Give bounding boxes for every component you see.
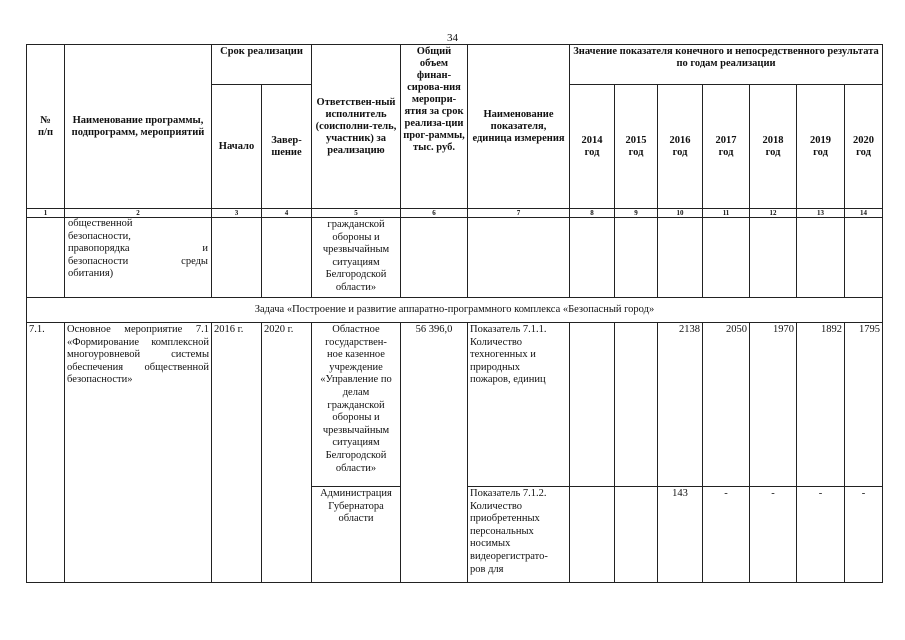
- column-number: 3: [212, 209, 262, 218]
- continuation-name-line: безопасности среды: [68, 255, 208, 267]
- column-number: 12: [750, 209, 797, 218]
- column-number: 8: [570, 209, 615, 218]
- task-row: [27, 298, 883, 323]
- value-2014: [570, 323, 615, 487]
- value-2017: 2050: [703, 323, 750, 487]
- empty-cell: [570, 218, 615, 298]
- continuation-name-line: правопорядка и: [68, 243, 208, 255]
- column-number-row: [27, 209, 883, 218]
- empty-cell: [468, 218, 570, 298]
- table-row-7-1: [27, 323, 883, 487]
- header-funding: Общий объем финан-сирова-ния меропри-ятия за срок реализа-ции прог-раммы, тыс. руб.: [401, 45, 468, 209]
- column-number: 1: [27, 209, 65, 218]
- header-year-2016: 2016 год: [658, 85, 703, 209]
- responsible-executor: Областное государствен- ное казенное учреждение «Управление по делам гражданской обороны и чрезвычайным ситуациям Белгородской области»: [312, 323, 401, 487]
- column-number: 13: [797, 209, 845, 218]
- column-number: 10: [658, 209, 703, 218]
- header-term: Срок реализации: [212, 45, 312, 85]
- measure-name: Основное мероприятие 7.1 «Формирование комплексной многоуровневой системы обеспечения общественной безопасности»: [65, 323, 212, 583]
- empty-cell: [401, 218, 468, 298]
- continuation-name-line: общественной: [68, 218, 133, 229]
- column-number: 2: [65, 209, 212, 218]
- value-2019: 1892: [797, 323, 845, 487]
- value-2015: [615, 487, 658, 583]
- value-2017: -: [703, 487, 750, 583]
- responsible-executor: Администрация Губернатора области: [312, 487, 401, 583]
- continuation-name-line: безопасности,: [68, 230, 131, 242]
- indicator-7-1-2: Показатель 7.1.2. Количество приобретенных персональных носимых видеорегистрато- ров для: [468, 487, 570, 583]
- header-num: № п/п: [27, 45, 65, 209]
- value-2016: 143: [658, 487, 703, 583]
- column-number: 14: [845, 209, 883, 218]
- empty-cell: [658, 218, 703, 298]
- header-responsible: Ответствен-ный исполнитель (соисполни-тель, участник) за реализацию: [312, 45, 401, 209]
- funding-amount: 56 396,0: [401, 323, 468, 583]
- column-number: 5: [312, 209, 401, 218]
- empty-cell: [212, 218, 262, 298]
- value-2018: -: [750, 487, 797, 583]
- header-year-2020: 2020 год: [845, 85, 883, 209]
- indicator-7-1-1: Показатель 7.1.1. Количество техногенных и природных пожаров, единиц: [468, 323, 570, 487]
- empty-cell: [750, 218, 797, 298]
- value-2014: [570, 487, 615, 583]
- column-number: 9: [615, 209, 658, 218]
- value-2016: 2138: [658, 323, 703, 487]
- header-start: Начало: [212, 85, 262, 209]
- continuation-row: [27, 218, 883, 298]
- end-year: 2020 г.: [262, 323, 312, 583]
- column-number: 6: [401, 209, 468, 218]
- header-indicator: Наименование показателя, единица измерения: [468, 45, 570, 209]
- continuation-name: [65, 218, 212, 298]
- task-title: Задача «Построение и развитие аппаратно-программного комплекса «Безопасный город»: [27, 298, 883, 323]
- continuation-responsible: гражданской обороны и чрезвычайным ситуациям Белгородской области»: [312, 218, 401, 298]
- header-year-2014: 2014 год: [570, 85, 615, 209]
- empty-cell: [262, 218, 312, 298]
- header-results: Значение показателя конечного и непосредственного результата по годам реализации: [570, 45, 883, 85]
- row-number: 7.1.: [27, 323, 65, 583]
- start-year: 2016 г.: [212, 323, 262, 583]
- value-2020: 1795: [845, 323, 883, 487]
- program-table: [26, 44, 883, 583]
- empty-cell: [797, 218, 845, 298]
- value-2020: -: [845, 487, 883, 583]
- value-2019: -: [797, 487, 845, 583]
- header-year-2015: 2015 год: [615, 85, 658, 209]
- continuation-num: [27, 218, 65, 298]
- header-end: Завер-шение: [262, 85, 312, 209]
- header-year-2017: 2017 год: [703, 85, 750, 209]
- page-number: 34: [447, 32, 458, 44]
- column-number: 7: [468, 209, 570, 218]
- header-name: Наименование программы, подпрограмм, мероприятий: [65, 45, 212, 209]
- value-2015: [615, 323, 658, 487]
- value-2018: 1970: [750, 323, 797, 487]
- empty-cell: [845, 218, 883, 298]
- continuation-name-line: обитания): [68, 268, 114, 280]
- empty-cell: [703, 218, 750, 298]
- column-number: 4: [262, 209, 312, 218]
- empty-cell: [615, 218, 658, 298]
- header-year-2019: 2019 год: [797, 85, 845, 209]
- header-year-2018: 2018 год: [750, 85, 797, 209]
- column-number: 11: [703, 209, 750, 218]
